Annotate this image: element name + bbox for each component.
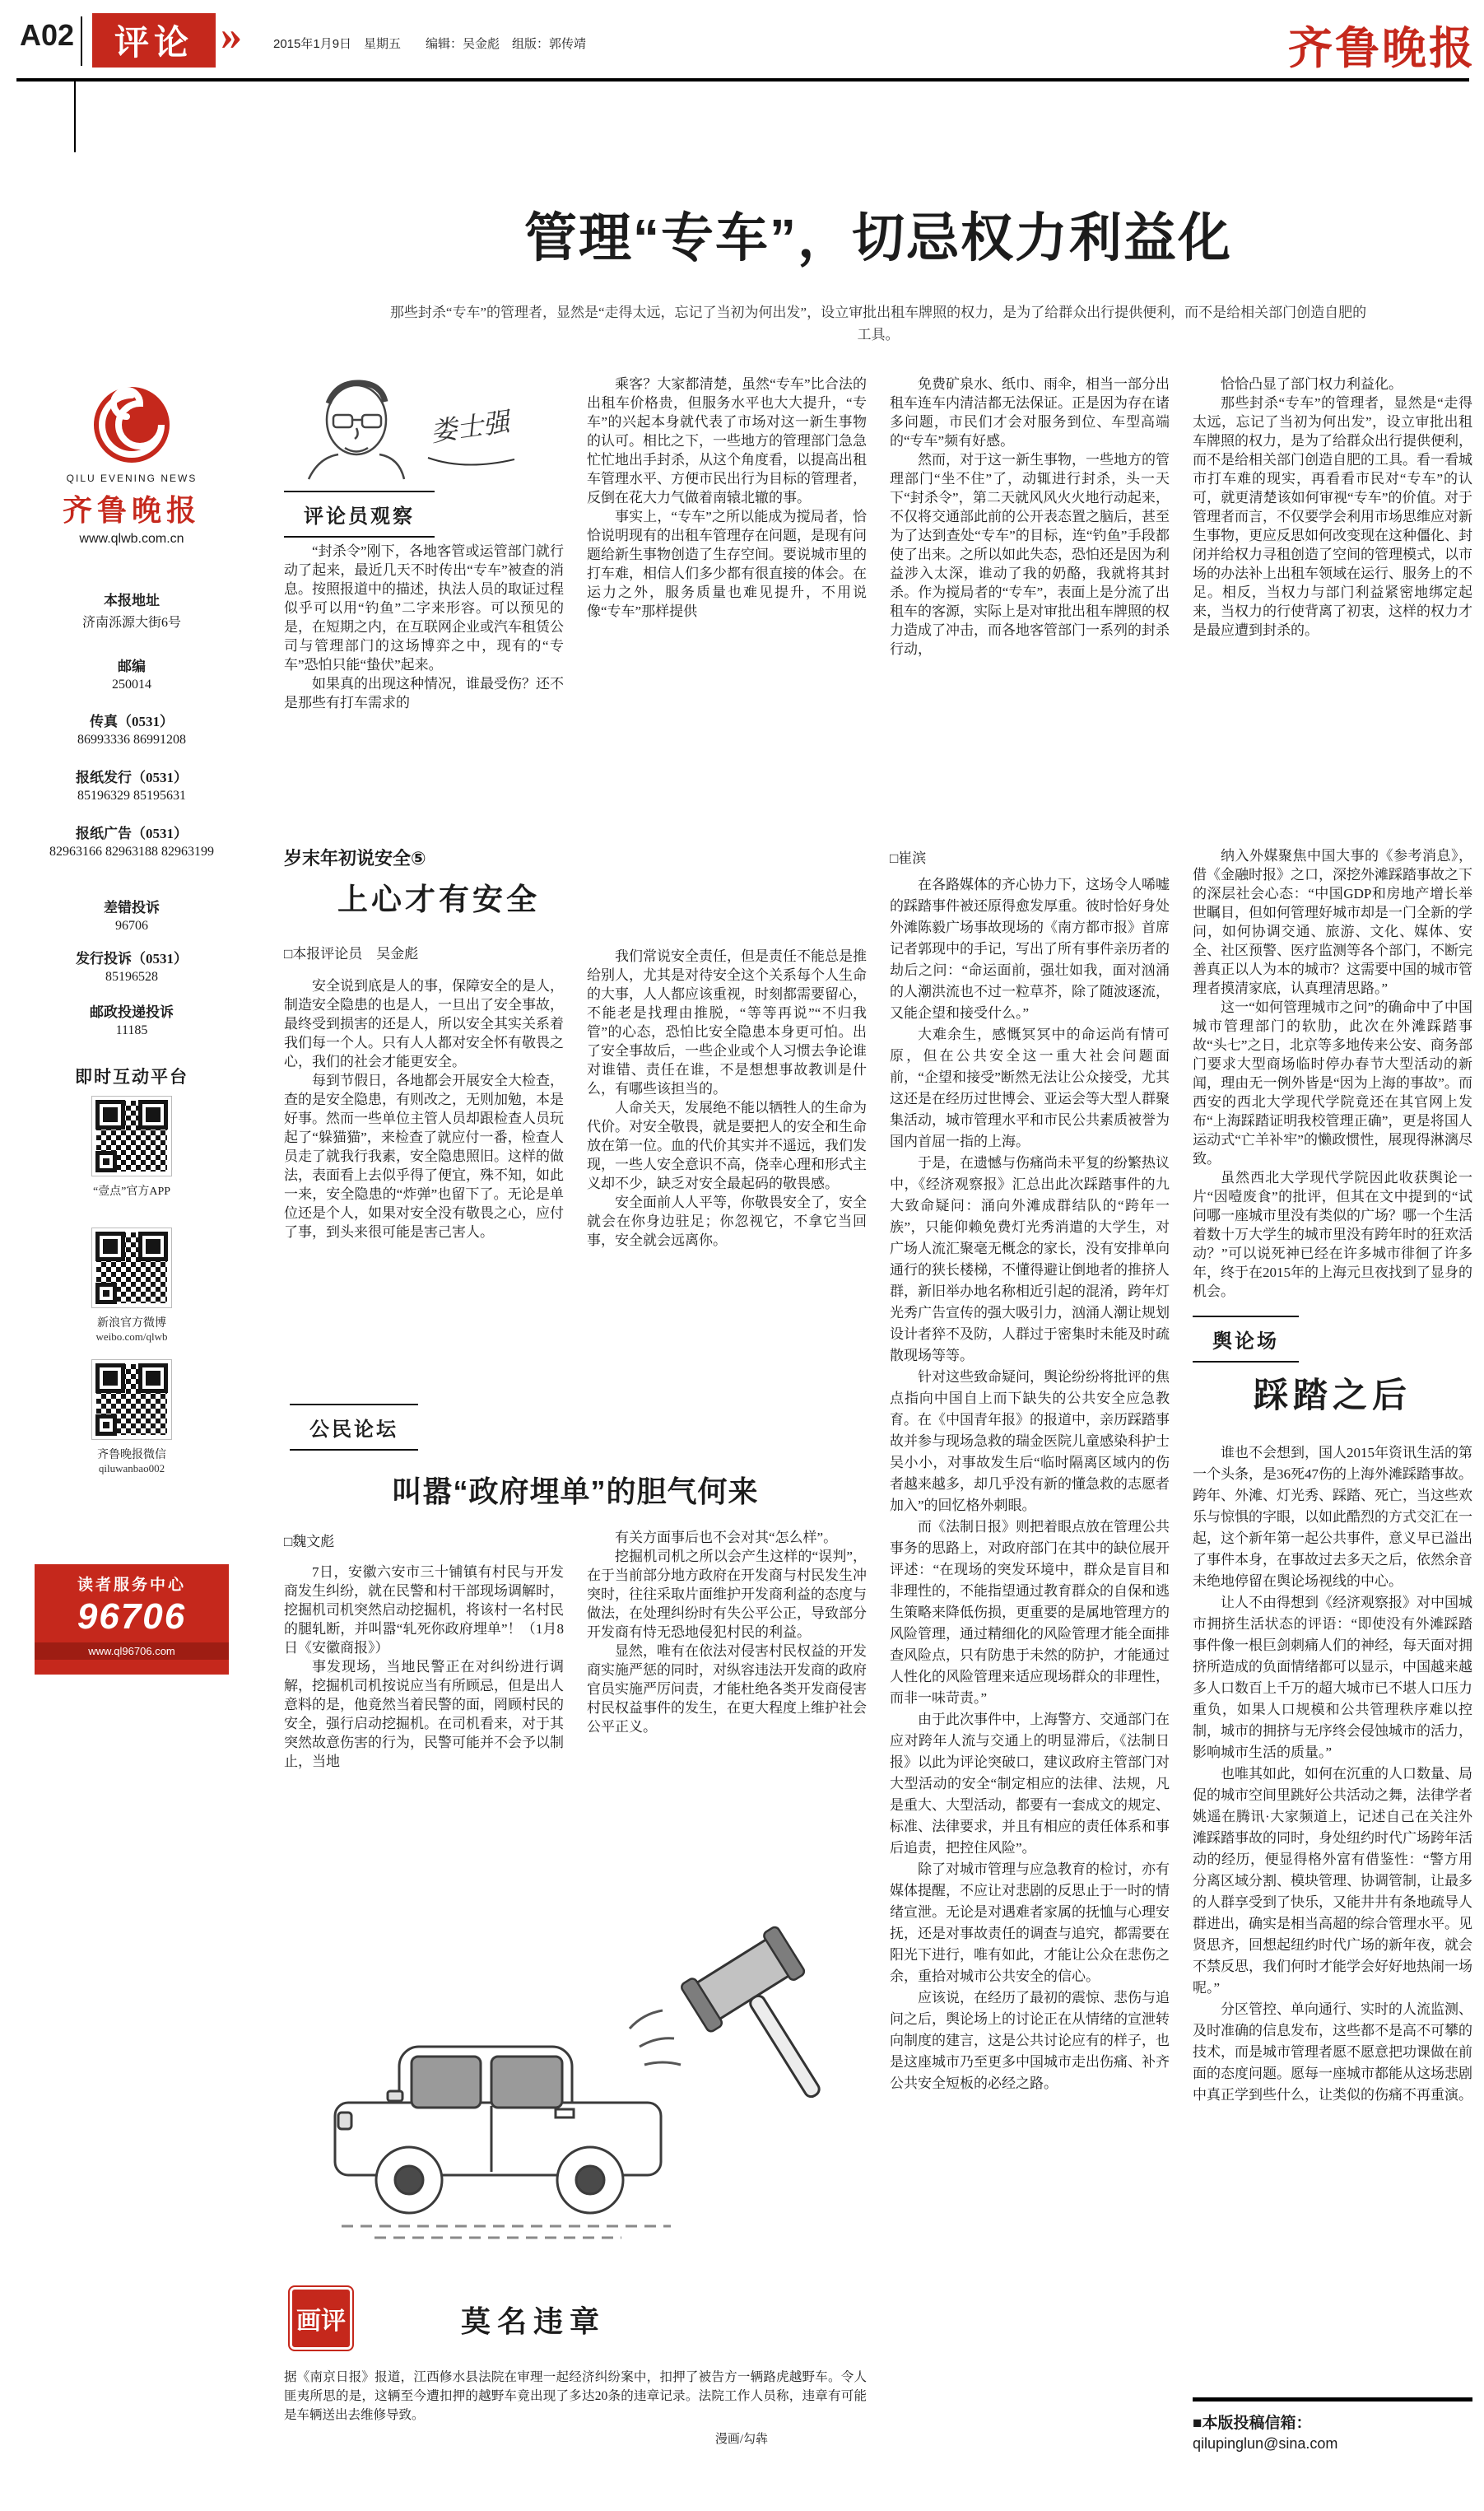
cartoon-caption-block — [284, 2368, 867, 2447]
qr-wechat-block: 齐鲁晚报微信 qiluwanbao002 — [25, 1360, 239, 1475]
stampede-article-col-right-bottom: 谁也不会想到，国人2015年资讯生活的第一个头条，是36死47伤的上海外滩踩踏事故。跨年、外滩、灯光秀、踩踏、死亡，当这些欢乐与惊惧的字眼，以如此酷烈的方式交汇在一起，这个新年第一起公共事件，意义早已溢出了事件本身，在事故过去多天之后，依然余音未绝地停留在舆论场视线的中心。 让人不由得想到《经济观察报》对中国城市拥挤生活状态的评语：“即使没有外滩踩踏事件像一根巨剑刺痛人们的神经，每天面对拥挤所造成的负面情绪都可以显示，中国越来越多人口数百上千万的超大城市已不堪人口压力重负，如果人口规模和公共管理秩序难以控制，城市的拥挤与无序终会侵蚀城市的活力，影响城市生活的质量。” 也唯其如此，如何在沉重的人口数量、局促的城市空间里跳好公共活动之舞，法律学者姚遥在腾讯·大家频道上，记述自己在关注外滩踩踏事故的同时，身处纽约时代广场跨年活动的经历，便显得格外富有借鉴性：“警方用分离区域分割、模块管理、协调管制，让最多的人群享受到了快乐，又能井井有条地疏导人群进出，确实是相当高超的综合管理水平。见贤思齐，回想起纽约时代广场的新年夜，就会不禁反思，我们何时才能学会好好地热闹一场呢。” 分区管控、单向通行、实时的人流监测、及时准确的信息发布，这些都不是高不可攀的技术，而是城市管理者愿不愿意把功课做在前面的态度问题。愿每一座城市都能从这场悲剧中真正学到些什么，让类似的伤痛不再重演。 — [1193, 1445, 1472, 2103]
stampede-article-col-mid: 在各路媒体的齐心协力下，这场令人唏嘘的踩踏事件被还原得愈发厚重。彼时恰好身处外滩陈毅广场事故现场的《南方都市报》首席记者郭现中的手记，写出了所有事件亲历者的劫后之问：“命运面前，强壮如我，面对汹涌的人潮洪流也不过一粒草芥，除了随波逐流，又能企望和接受什么。” 大难余生，感慨冥冥中的命运尚有情可原，但在公共安全这一重大社会问题面前，“企望和接受”断然无法让公众接受，尤其这还是在经历过世博会、亚运会等大型人群聚集活动，城市管理水平和市民公共素质被誉为国内首屈一指的上海。 于是，在遗憾与伤痛尚未平复的纷繁热议中，《经济观察报》汇总出此次踩踏事件的九大致命疑问：涌向外滩成群结队的“跨年一族”，只能仰赖免费灯光秀消遣的大学生，对广场人流汇聚毫无概念的家长，没有安排单向通行的狭长楼梯，不懂得避让倒地者的推挤人群，新旧举办地名称相近引起的混淆，跨年灯光秀广告宣传的强大吸引力，汹涌人潮让规划设计者猝不及防，人群过于密集时未能及时疏散现场等等。 针对这些致命疑问，舆论纷纷将批评的焦点指向中国自上而下缺失的公共安全应急教育。在《中国青年报》的报道中，亲历踩踏事故并参与现场急救的瑞金医院儿童感染科护士吴小小，对事故发生后“临时隔离区域内的伤者越来越多，却几乎没有新的懂急救的志愿者加入”的回忆格外刺眼。 而《法制日报》则把着眼点放在管理公共事务的思路上，对政府部门在其中的缺位展开评述：“在现场的突发环境中，群众是盲目和非理性的，不能指望通过教育群众的自保和逃生策略来降低伤损，更重要的是属地管理方的风险管理，通过精细化的风险管理才能全面排查风险点，只有防患于未然的防护，才能通过人性化的风险管理来适应现场群众的非理性，而非一味苛责。” 由于此次事件中，上海警方、交通部门在应对跨年人流与交通上的明显滞后，《法制日报》以此为评论突破口，建议政府主管部门对大型活动的安全“制定相应的法律、法规，凡是重大、大型活动，都要有一套成文的规定、标准、法律要求，并且有相应的责任体系和事后追责，把控住风险”。 除了对城市管理与应急教育的检讨，亦有媒体提醒，不应让对悲剧的反思止于一时的情绪宣泄。无论是对遇难者家属的抚恤与心理安抚，还是对事故责任的调查与追究，都需要在阳光下进行，唯有如此，才能让公众在悲伤之余，重拾对城市公共安全的信心。 应该说，在经历了最初的震惊、悲伤与追问之后，舆论场上的讨论正在从情绪的宣泄转向制度的建言，这是公共讨论应有的样子，也是这座城市乃至更多中国城市走出伤痛、补齐公共安全短板的必经之路。 — [890, 877, 1170, 2091]
safety-byline: □本报评论员 吴金彪 — [284, 946, 419, 962]
lead-article-col2: 乘客？大家都清楚，虽然“专车”比合法的出租车价格贵，但服务水平也大大提升，“专车”的兴起本身就代表了市场对这一新生事物的认可。相比之下，一些地方的管理部门急急忙忙地出手封杀，从这个角度看，以提高出租车管理水平、方便市民出行为目标的管理者，反倒在花大力气做着南辕北辙的事。 事实上，“专车”之所以能成为搅局者，恰恰说明现有的出租车管理存在问题，是现有问题给新生事物创造了生存空间。要说城市里的打车难，相信人们多少都有很直接的体会。在运力之外，服务质量也难见提升，不用说像“专车”那样提供 — [587, 376, 867, 619]
qr-app-block: “壹点”官方APP — [25, 1097, 239, 1199]
section-badge-label: 评论 — [114, 23, 193, 62]
logo-cn-name: 齐鲁晚报 — [62, 494, 201, 527]
car-gavel-cartoon — [284, 1857, 867, 2273]
contact-ads: 报纸广告（0531） 82963166 82963188 82963199 — [49, 826, 214, 859]
interactive-platform-title: 即时互动平台 — [75, 1067, 188, 1087]
lead-headline: 管理“专车”，切忌权力利益化 — [524, 208, 1232, 268]
qr-weibo-block: 新浪官方微博 weibo.com/qlwb — [25, 1228, 239, 1344]
lead-article-col3: 免费矿泉水、纸巾、雨伞，相当一部分出租车连车内清洁都无法保证。正是因为存在诸多问题，市民们才会对服务到位、车型高端的“专车”频有好感。 然而，对于这一新生事物，一些地方的管理部门“坐不住”了，动辄进行封杀，头一天下“封杀令”，第二天就风风火火地行动起来，不仅将交通部此前的公开表态置之脑后，甚至为了达到查处“专车”的目标，连“钓鱼”手段都使了出来。之所以如此失态，恐怕还是因为利益涉入太深，谁动了我的奶酪，我就将其封杀。作为搅局者的“专车”，表面上是分流了出租车的客源，实际上是对审批出租车牌照的权力造成了冲击，而各地客管部门一系列的封杀行动， — [890, 376, 1170, 657]
forum-headline: 叫嚣“政府埋单”的胆气何来 — [392, 1474, 759, 1508]
reader-service-box: 读者服务中心 96706 www.ql96706.com — [35, 1564, 229, 1675]
submission-rule — [1193, 2397, 1472, 2402]
cartoon-review-seal: 画评 — [290, 2287, 352, 2350]
page-number: A02 — [20, 18, 75, 52]
submission-label: ■本版投稿信箱： — [1193, 2415, 1312, 2432]
contact-postal-hotline: 邮政投递投诉 11185 — [90, 1004, 174, 1037]
header-divider — [81, 16, 82, 66]
submission-email: qilupinglun@sina.com — [1193, 2435, 1338, 2452]
qilu-logo-icon — [91, 384, 173, 470]
safety-headline: 上心才有安全 — [337, 883, 540, 916]
lead-article-col1: “封杀令”刚下，各地客管或运管部门就行动了起来，最近几天不时传出“专车”被查的消息。按照报道中的描述，执法人员的取证过程似乎可以用“钓鱼”二字来形容。可以预见的是，在短期之内，在互联网企业或汽车租赁公司与管理部门的这场博弈之中，现有的“专车”恐怕只能“蛰伏”起来。 如果真的出现这种情况，谁最受伤？还不是那些有打车需求的 — [284, 543, 564, 710]
stampede-byline: □崔滨 — [890, 850, 927, 866]
safety-article-col2: 我们常说安全责任，但是责任不能总是推给别人，尤其是对待安全这个关系每个人生命的大事，人人都应该重视，时刻都需要留心，不能老是找理由推脱，“等等再说”“不归我管”的心态，恐怕比安全隐患本身更可怕。出了安全事故后，一些企业或个人习惯去争论谁对谁错、责任在谁，不是想想事故教训是什么，有哪些该担当的。 人命关天，发展绝不能以牺牲人的生命为代价。对安全敬畏，就是要把人的安全和生命放在第一位。血的代价其实并不遥远，我们发现，一些人安全意识不高，侥幸心理和形式主义却不少，缺乏对安全最起码的敬畏感。 安全面前人人平等，你敬畏安全了，安全就会在你身边驻足；你忽视它，不拿它当回事，安全就会远离你。 — [587, 948, 867, 1248]
section-badge — [92, 13, 216, 68]
forum-tag: 公民论坛 — [290, 1404, 418, 1451]
contact-delivery-hotline: 发行投诉（0531） 85196528 — [76, 951, 188, 984]
safety-article-col1: 安全说到底是人的事，保障安全的是人，制造安全隐患的也是人，一旦出了安全事故，最终受到损害的还是人，所以安全其实关系着我们每一个人。只有人人都对安全怀有敬畏之心，我们的社会才能更安全。 每到节假日，各地都会开展安全大检查，查的是安全隐患，有则改之，无则加勉，本是好事。然而一些单位主管人员却跟检查人员玩起了“躲猫猫”，来检查了就应付一番，检查人员走了就我行我素，安全隐患照旧。这样的做法，表面看上去似乎得了便宜，殊不知，如此一来，安全隐患的“炸弹”也留下了。无论是单位还是个人，如果对安全没有敬畏之心，应付了事，到头来很可能是害己害人。 — [284, 978, 564, 1240]
forum-byline: □魏文彪 — [284, 1534, 335, 1549]
qr-code-icon — [92, 1360, 171, 1439]
cartoon-caption: 据《南京日报》报道，江西修水县法院在审理一起经济纠纷案中，扣押了被告方一辆路虎越野车。令人匪夷所思的是，这辆至今遭扣押的越野车竟出现了多达20条的违章记录。法院工作人员称，违章有可能是车辆送出去维修导致。 — [284, 2370, 867, 2422]
masthead: 齐鲁晚报 — [1288, 24, 1476, 73]
contact-fax: 传真（0531） 86993336 86991208 — [77, 714, 186, 747]
website-url: www.qlwb.com.cn — [79, 532, 184, 546]
qr-code-icon — [92, 1097, 171, 1176]
header-rule — [16, 78, 1469, 82]
observer-tag: 评论员观察 — [284, 491, 435, 538]
lead-deck: 那些封杀“专车”的管理者，显然是“走得太远，忘记了当初为何出发”，设立审批出租车牌照的权力，是为了给群众出行提供便利，而不是给相关部门创造自肥的工具。 — [389, 305, 1367, 342]
dateline: 2015年1月9日 星期五 编辑：吴金彪 组版：郭传靖 — [273, 37, 587, 51]
section-chevrons-icon: » — [221, 12, 242, 59]
cartoonist-signature: 娄士强 — [428, 406, 512, 447]
cartoon-headline: 莫名违章 — [461, 2304, 607, 2338]
qr-code-icon — [92, 1228, 171, 1307]
header-tick — [74, 82, 76, 152]
contact-error-hotline: 差错投诉 96706 — [104, 900, 160, 933]
stampede-article-col-right-top: 纳入外媒聚焦中国大事的《参考消息》，借《金融时报》之口，深挖外滩踩踏事故之下的深层社会心态：“中国GDP和房地产增长举世瞩目，但如何管理好城市却是一门全新的学问，如何协调交通、旅游、文化、媒体、安全、社区预警、医疗监测等各个部门，不断完善真正以人为本的城市？这需要中国的城市管理者摸清家底，认真理清思路。” 这一“如何管理城市之问”的确命中了中国城市管理部门的软肋，此次在外滩踩踏事故“头七”之日，北京等多地传来公安、商务部门要求大型商场临时停办春节大型活动的新闻，理由无一例外皆是“因为上海的事故”。而西安的西北大学现代学院竟还在其官网上发布“上海踩踏证明我校管理正确”，更是将国人运动式“亡羊补牢”的懒政惯性，展现得淋漓尽致。 虽然西北大学现代学院因此收获舆论一片“因噎废食”的批评，但其在文中提到的“试问哪一座城市里没有类似的广场？哪一个生活着数十万大学生的城市里没有跨年时的狂欢活动？”可以说死神已经在许多城市徘徊了许多年，终于在2015年的上海元旦夜找到了显身的机会。 — [1193, 848, 1472, 1299]
contact-postcode: 邮编 250014 — [112, 659, 151, 692]
forum-article-col2: 有关方面事后也不会对其“怎么样”。 挖掘机司机之所以会产生这样的“误判”，在于当前部分地方政府在开发商与村民发生冲突时，往往采取片面维护开发商利益的态度与做法，在处理纠纷时有失公平公正，导致部分开发商有恃无恐地侵犯村民的利益。 显然，唯有在依法对侵害村民权益的开发商实施严惩的同时，对纵容违法开发商的政府官员实施严厉问责，才能杜绝各类开发商侵害村民权益事件的发生，在更大程度上维护社会公平正义。 — [587, 1530, 867, 1735]
contact-address: 本报地址 济南泺源大街6号 — [81, 593, 181, 630]
opinion-field-tag: 舆论场 — [1193, 1316, 1299, 1363]
contact-distribution: 报纸发行（0531） 85196329 85195631 — [76, 770, 188, 803]
columnist-portrait-cartoon — [284, 369, 564, 482]
logo-en-name: QILU EVENING NEWS — [66, 473, 198, 484]
cartoon-credit: 漫画/勾犇 — [714, 2433, 768, 2446]
safety-series-label: 岁末年初说安全⑤ — [284, 848, 426, 869]
lead-article-col4: 恰恰凸显了部门权力利益化。 那些封杀“专车”的管理者，显然是“走得太远，忘记了当初为何出发”，设立审批出租车牌照的权力，是为了给群众出行提供便利，而不是给相关部门创造自肥的工具。看一看城市打车难的现实，再看看市民对“专车”的认可，就更清楚该如何审视“专车”的价值。对于管理者而言，不仅要学会利用市场思维应对新生事物，更应反思如何改变现在这种僵化、封闭并给权力寻租创造了空间的管理模式，以市场的办法补上出租车领域在运行、服务上的不足。相反，当权力与部门利益紧密地绑定起来，当权力的行使背离了初衷，这样的权力才是最应遭到封杀的。 — [1193, 376, 1472, 638]
stampede-headline: 踩踏之后 — [1253, 1376, 1412, 1414]
forum-article-col1: 7日，安徽六安市三十铺镇有村民与开发商发生纠纷，就在民警和村干部现场调解时，挖掘机司机突然启动挖掘机，将该村一名村民的腿轧断，并叫嚣“轧死你政府埋单”！（1月8日《安徽商报》） 事发现场，当地民警正在对纠纷进行调解，挖掘机司机按说应当有所顾忌，但是出人意料的是，他竟然当着民警的面，罔顾村民的安全，强行启动挖掘机。在司机看来，对于其突然故意伤害的行为，民警可能并不会予以制止，当地 — [284, 1564, 564, 1769]
